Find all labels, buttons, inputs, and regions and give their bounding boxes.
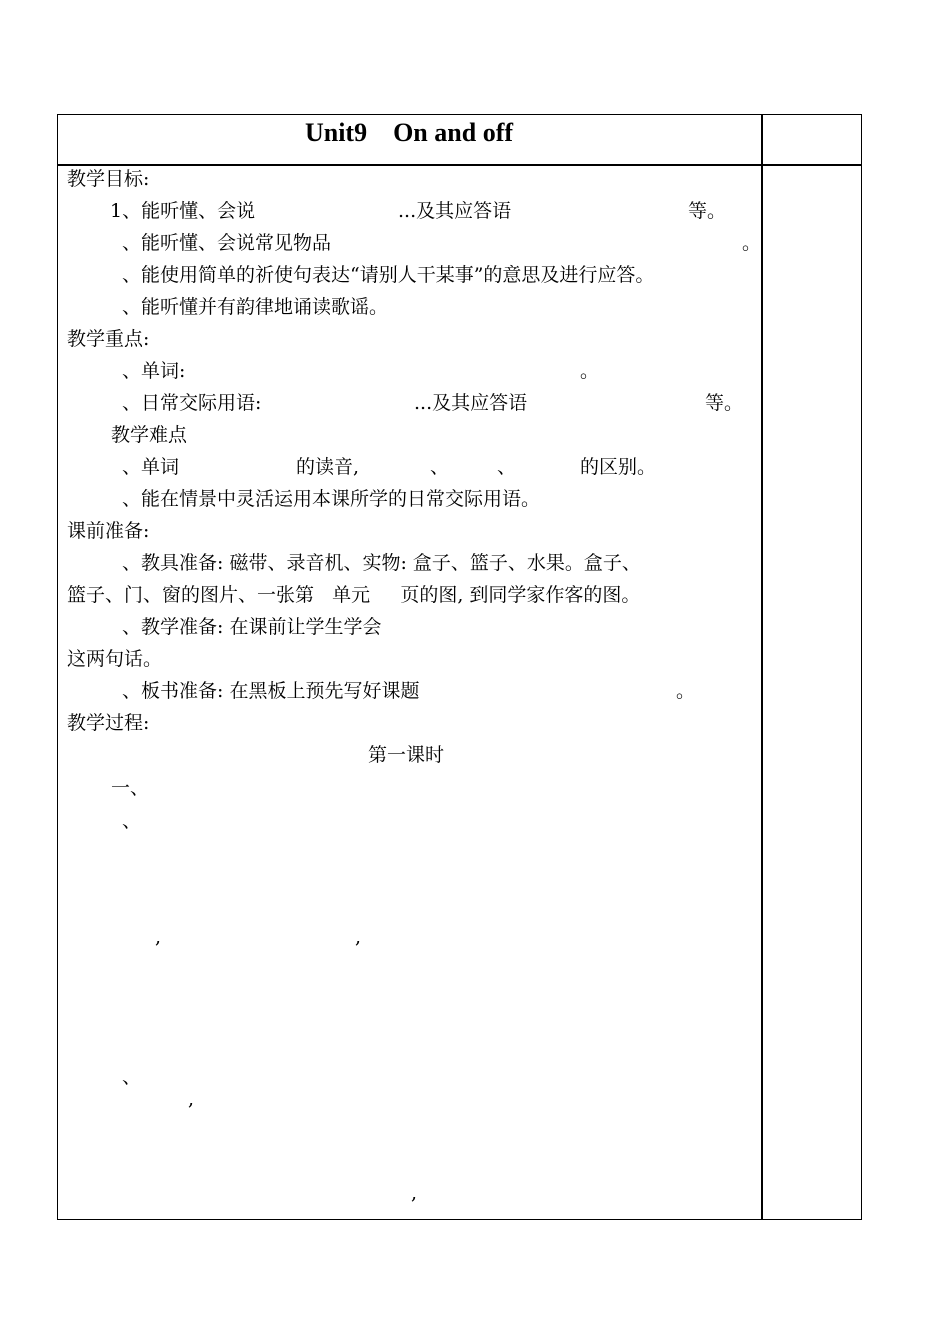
comma-mark: , — [155, 926, 162, 948]
goal-1-reply: ...及其应答语 — [398, 200, 512, 222]
column-divider — [761, 114, 763, 1220]
section-heading-key-points: 教学重点: — [67, 328, 150, 350]
key-point-2-end: 等。 — [705, 392, 744, 414]
difficulty-1-sep-b: 、 — [497, 456, 517, 478]
step-one-label: 一、 — [111, 777, 150, 799]
prep-1-line-2: 篮子、门、窗的图片、一张第 单元 页的图, 到同学家作客的图。 — [67, 584, 641, 606]
goal-1-text: 1、能听懂、会说 — [110, 200, 256, 222]
step-mark: 、 — [122, 810, 142, 832]
difficulty-1-text: 、单词 — [122, 456, 180, 478]
prep-1-line-1: 、教具准备: 磁带、录音机、实物: 盒子、篮子、水果。盒子、 — [122, 552, 641, 574]
key-point-2-text: 、日常交际用语: — [122, 392, 262, 414]
key-point-1-end: 。 — [580, 360, 600, 382]
prep-3-text: 、板书准备: 在黑板上预先写好课题 — [122, 680, 420, 702]
comma-mark: , — [188, 1088, 195, 1110]
section-heading-preparation: 课前准备: — [67, 520, 150, 542]
difficulty-1-end: 的区别。 — [580, 456, 657, 478]
prep-2-line-2: 这两句话。 — [67, 648, 163, 670]
lesson-one-heading: 第一课时 — [368, 744, 445, 766]
goal-2-end: 。 — [742, 232, 762, 254]
difficulty-1-sep-a: 、 — [430, 456, 450, 478]
difficulty-2-text: 、能在情景中灵活运用本课所学的日常交际用语。 — [122, 488, 541, 510]
goal-2-text: 、能听懂、会说常见物品 — [122, 232, 332, 254]
prep-2-line-1: 、教学准备: 在课前让学生学会 — [122, 616, 382, 638]
page-title: Unit9 On and off — [304, 118, 514, 147]
comma-mark: , — [355, 926, 362, 948]
prep-3-end: 。 — [676, 680, 696, 702]
key-point-2-reply: ...及其应答语 — [414, 392, 528, 414]
key-point-1-text: 、单词: — [122, 360, 186, 382]
goal-1-end: 等。 — [688, 200, 727, 222]
goal-4-text: 、能听懂并有韵律地诵读歌谣。 — [122, 296, 389, 318]
header-row-divider — [57, 164, 862, 166]
section-heading-difficulties: 教学难点 — [111, 424, 188, 446]
section-heading-process: 教学过程: — [67, 712, 150, 734]
comma-mark: , — [411, 1182, 418, 1204]
goal-3-text: 、能使用简单的祈使句表达“请别人干某事”的意思及进行应答。 — [122, 264, 655, 286]
difficulty-1-reading: 的读音, — [296, 456, 360, 478]
step-mark: 、 — [122, 1066, 142, 1088]
section-heading-goals: 教学目标: — [67, 168, 150, 190]
